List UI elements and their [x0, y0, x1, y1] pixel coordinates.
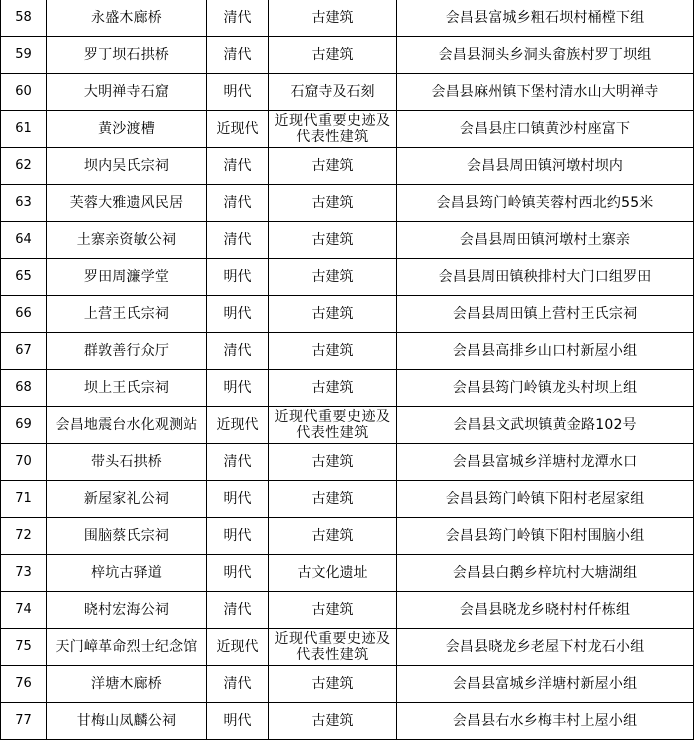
site-era: 清代	[207, 148, 269, 185]
site-location: 会昌县高排乡山口村新屋小组	[397, 333, 694, 370]
row-number: 67	[1, 333, 47, 370]
site-name: 土寨亲资敏公祠	[47, 222, 207, 259]
row-number: 72	[1, 518, 47, 555]
site-category: 近现代重要史迹及代表性建筑	[269, 111, 397, 148]
row-number: 63	[1, 185, 47, 222]
site-era: 明代	[207, 259, 269, 296]
site-name: 梓坑古驿道	[47, 555, 207, 592]
site-category: 古建筑	[269, 148, 397, 185]
site-category: 古建筑	[269, 333, 397, 370]
table-row	[1, 666, 694, 703]
site-name: 罗田周濂学堂	[47, 259, 207, 296]
table-body	[1, 0, 694, 740]
site-location: 会昌县筠门岭镇下阳村围脑小组	[397, 518, 694, 555]
site-era: 清代	[207, 592, 269, 629]
site-era: 清代	[207, 0, 269, 37]
site-era: 近现代	[207, 111, 269, 148]
table-row	[1, 0, 694, 37]
site-name: 天门嶂革命烈士纪念馆	[47, 629, 207, 666]
row-number: 75	[1, 629, 47, 666]
site-name: 罗丁坝石拱桥	[47, 37, 207, 74]
table-row	[1, 259, 694, 296]
site-category: 古建筑	[269, 703, 397, 740]
site-location: 会昌县筠门岭镇龙头村坝上组	[397, 370, 694, 407]
site-name: 会昌地震台水化观测站	[47, 407, 207, 444]
site-era: 明代	[207, 518, 269, 555]
site-era: 清代	[207, 222, 269, 259]
site-era: 明代	[207, 703, 269, 740]
table-row	[1, 296, 694, 333]
row-number: 59	[1, 37, 47, 74]
table-row	[1, 37, 694, 74]
site-category: 古建筑	[269, 222, 397, 259]
site-name: 黄沙渡槽	[47, 111, 207, 148]
site-category: 古建筑	[269, 370, 397, 407]
site-location: 会昌县筠门岭镇芙蓉村西北约55米	[397, 185, 694, 222]
site-era: 清代	[207, 333, 269, 370]
site-category: 古建筑	[269, 296, 397, 333]
site-name: 芙蓉大雅遗风民居	[47, 185, 207, 222]
table-row	[1, 333, 694, 370]
site-location: 会昌县周田镇秧排村大门口组罗田	[397, 259, 694, 296]
site-name: 坝内吴氏宗祠	[47, 148, 207, 185]
site-category: 石窟寺及石刻	[269, 74, 397, 111]
table-row	[1, 481, 694, 518]
site-name: 永盛木廊桥	[47, 0, 207, 37]
table-row	[1, 592, 694, 629]
site-location: 会昌县晓龙乡晓村村仟栋组	[397, 592, 694, 629]
site-category: 古建筑	[269, 666, 397, 703]
site-name: 带头石拱桥	[47, 444, 207, 481]
site-location: 会昌县富城乡洋塘村龙潭水口	[397, 444, 694, 481]
site-category: 古建筑	[269, 592, 397, 629]
site-era: 明代	[207, 481, 269, 518]
site-category: 近现代重要史迹及代表性建筑	[269, 629, 397, 666]
site-name: 新屋家礼公祠	[47, 481, 207, 518]
site-era: 清代	[207, 444, 269, 481]
table-row	[1, 148, 694, 185]
row-number: 69	[1, 407, 47, 444]
row-number: 65	[1, 259, 47, 296]
row-number: 71	[1, 481, 47, 518]
site-location: 会昌县白鹅乡梓坑村大塘湖组	[397, 555, 694, 592]
site-era: 明代	[207, 296, 269, 333]
table-row	[1, 555, 694, 592]
site-location: 会昌县富城乡粗石坝村桶樘下组	[397, 0, 694, 37]
site-location: 会昌县洞头乡洞头畲族村罗丁坝组	[397, 37, 694, 74]
row-number: 73	[1, 555, 47, 592]
row-number: 58	[1, 0, 47, 37]
site-name: 洋塘木廊桥	[47, 666, 207, 703]
row-number: 62	[1, 148, 47, 185]
site-name: 大明禅寺石窟	[47, 74, 207, 111]
site-location: 会昌县晓龙乡老屋下村龙石小组	[397, 629, 694, 666]
site-name: 上营王氏宗祠	[47, 296, 207, 333]
site-name: 甘梅山凤麟公祠	[47, 703, 207, 740]
row-number: 66	[1, 296, 47, 333]
site-era: 近现代	[207, 629, 269, 666]
site-category: 近现代重要史迹及代表性建筑	[269, 407, 397, 444]
table-row	[1, 703, 694, 740]
row-number: 70	[1, 444, 47, 481]
site-location: 会昌县周田镇河墩村坝内	[397, 148, 694, 185]
site-era: 清代	[207, 185, 269, 222]
site-category: 古建筑	[269, 0, 397, 37]
site-category: 古建筑	[269, 481, 397, 518]
site-name: 围脑蔡氏宗祠	[47, 518, 207, 555]
site-era: 明代	[207, 74, 269, 111]
site-category: 古建筑	[269, 518, 397, 555]
table-row	[1, 407, 694, 444]
site-category: 古建筑	[269, 37, 397, 74]
site-location: 会昌县麻州镇下堡村清水山大明禅寺	[397, 74, 694, 111]
table-row	[1, 444, 694, 481]
site-location: 会昌县周田镇上营村王氏宗祠	[397, 296, 694, 333]
site-location: 会昌县周田镇河墩村土寨亲	[397, 222, 694, 259]
site-location: 会昌县富城乡洋塘村新屋小组	[397, 666, 694, 703]
site-era: 近现代	[207, 407, 269, 444]
table-row	[1, 111, 694, 148]
table-row	[1, 629, 694, 666]
row-number: 60	[1, 74, 47, 111]
site-category: 古建筑	[269, 259, 397, 296]
row-number: 64	[1, 222, 47, 259]
site-era: 清代	[207, 37, 269, 74]
site-location: 会昌县右水乡梅丰村上屋小组	[397, 703, 694, 740]
site-era: 清代	[207, 666, 269, 703]
site-name: 坝上王氏宗祠	[47, 370, 207, 407]
site-era: 明代	[207, 555, 269, 592]
site-category: 古建筑	[269, 444, 397, 481]
table-row	[1, 370, 694, 407]
site-location: 会昌县庄口镇黄沙村座富下	[397, 111, 694, 148]
site-location: 会昌县筠门岭镇下阳村老屋家组	[397, 481, 694, 518]
row-number: 76	[1, 666, 47, 703]
table-row	[1, 222, 694, 259]
row-number: 77	[1, 703, 47, 740]
site-name: 晓村宏海公祠	[47, 592, 207, 629]
table-row	[1, 74, 694, 111]
site-category: 古建筑	[269, 185, 397, 222]
row-number: 74	[1, 592, 47, 629]
table-row	[1, 518, 694, 555]
site-category: 古文化遗址	[269, 555, 397, 592]
site-location: 会昌县文武坝镇黄金路102号	[397, 407, 694, 444]
row-number: 68	[1, 370, 47, 407]
site-era: 明代	[207, 370, 269, 407]
site-name: 群敦善行众厅	[47, 333, 207, 370]
table-row	[1, 185, 694, 222]
row-number: 61	[1, 111, 47, 148]
